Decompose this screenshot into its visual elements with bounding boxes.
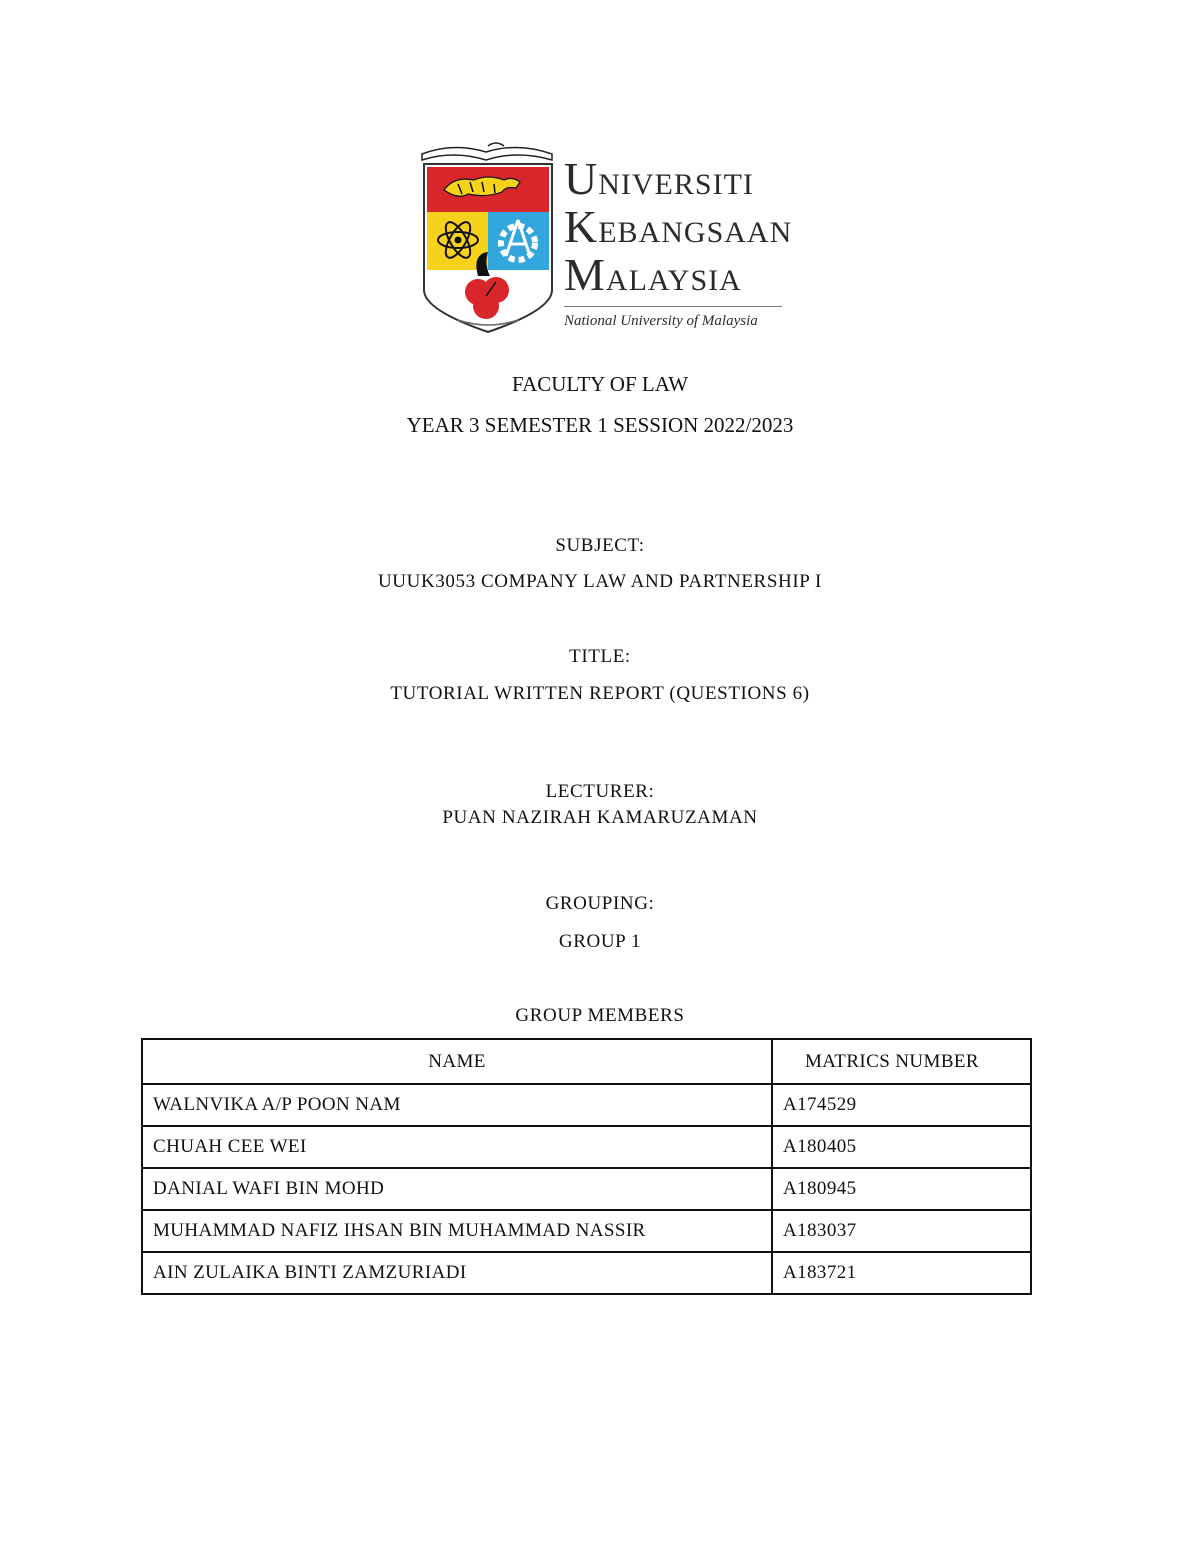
member-name: MUHAMMAD NAFIZ IHSAN BIN MUHAMMAD NASSIR (142, 1210, 772, 1252)
table-row (142, 1168, 1031, 1210)
title-label: TITLE: (569, 646, 631, 667)
wordmark-divider (564, 306, 782, 307)
table-row (142, 1210, 1031, 1252)
faculty-heading: FACULTY OF LAW (511, 372, 689, 396)
title-value: TUTORIAL WRITTEN REPORT (QUESTIONS 6) (390, 683, 810, 704)
grouping-label: GROUPING: (545, 893, 655, 914)
table-row (142, 1126, 1031, 1168)
column-header-name: NAME (142, 1039, 772, 1084)
member-name: DANIAL WAFI BIN MOHD (142, 1168, 772, 1210)
member-matrics-number: A180945 (772, 1168, 1031, 1210)
member-matrics-number: A174529 (772, 1084, 1031, 1126)
ukm-crest-icon (418, 140, 558, 335)
member-name: CHUAH CEE WEI (142, 1126, 772, 1168)
member-name: WALNVIKA A/P POON NAM (142, 1084, 772, 1126)
member-name: AIN ZULAIKA BINTI ZAMZURIADI (142, 1252, 772, 1294)
member-matrics-number: A183037 (772, 1210, 1031, 1252)
group-members-table (141, 1038, 1032, 1295)
lecturer-label: LECTURER: (545, 781, 655, 802)
table-row (142, 1252, 1031, 1294)
table-row (142, 1084, 1031, 1126)
table-header-row (142, 1039, 1031, 1084)
university-wordmark (564, 153, 804, 330)
session-heading: YEAR 3 SEMESTER 1 SESSION 2022/2023 (406, 413, 794, 437)
wordmark-line-3: MALAYSIA (564, 249, 742, 300)
wordmark-line-1: UNIVERSITI (564, 153, 754, 204)
column-header-matrics-number: MATRICS NUMBER (772, 1039, 1031, 1084)
subject-value: UUUK3053 COMPANY LAW AND PARTNERSHIP I (377, 571, 822, 592)
university-logo (418, 140, 793, 335)
subject-label: SUBJECT: (555, 535, 645, 556)
group-members-heading: GROUP MEMBERS (515, 1005, 685, 1026)
lecturer-value: PUAN NAZIRAH KAMARUZAMAN (442, 807, 758, 828)
member-matrics-number: A180405 (772, 1126, 1031, 1168)
grouping-value: GROUP 1 (558, 931, 642, 952)
member-matrics-number: A183721 (772, 1252, 1031, 1294)
wordmark-tagline: National University of Malaysia (564, 313, 758, 329)
wordmark-line-2: KEBANGSAAN (564, 201, 793, 252)
